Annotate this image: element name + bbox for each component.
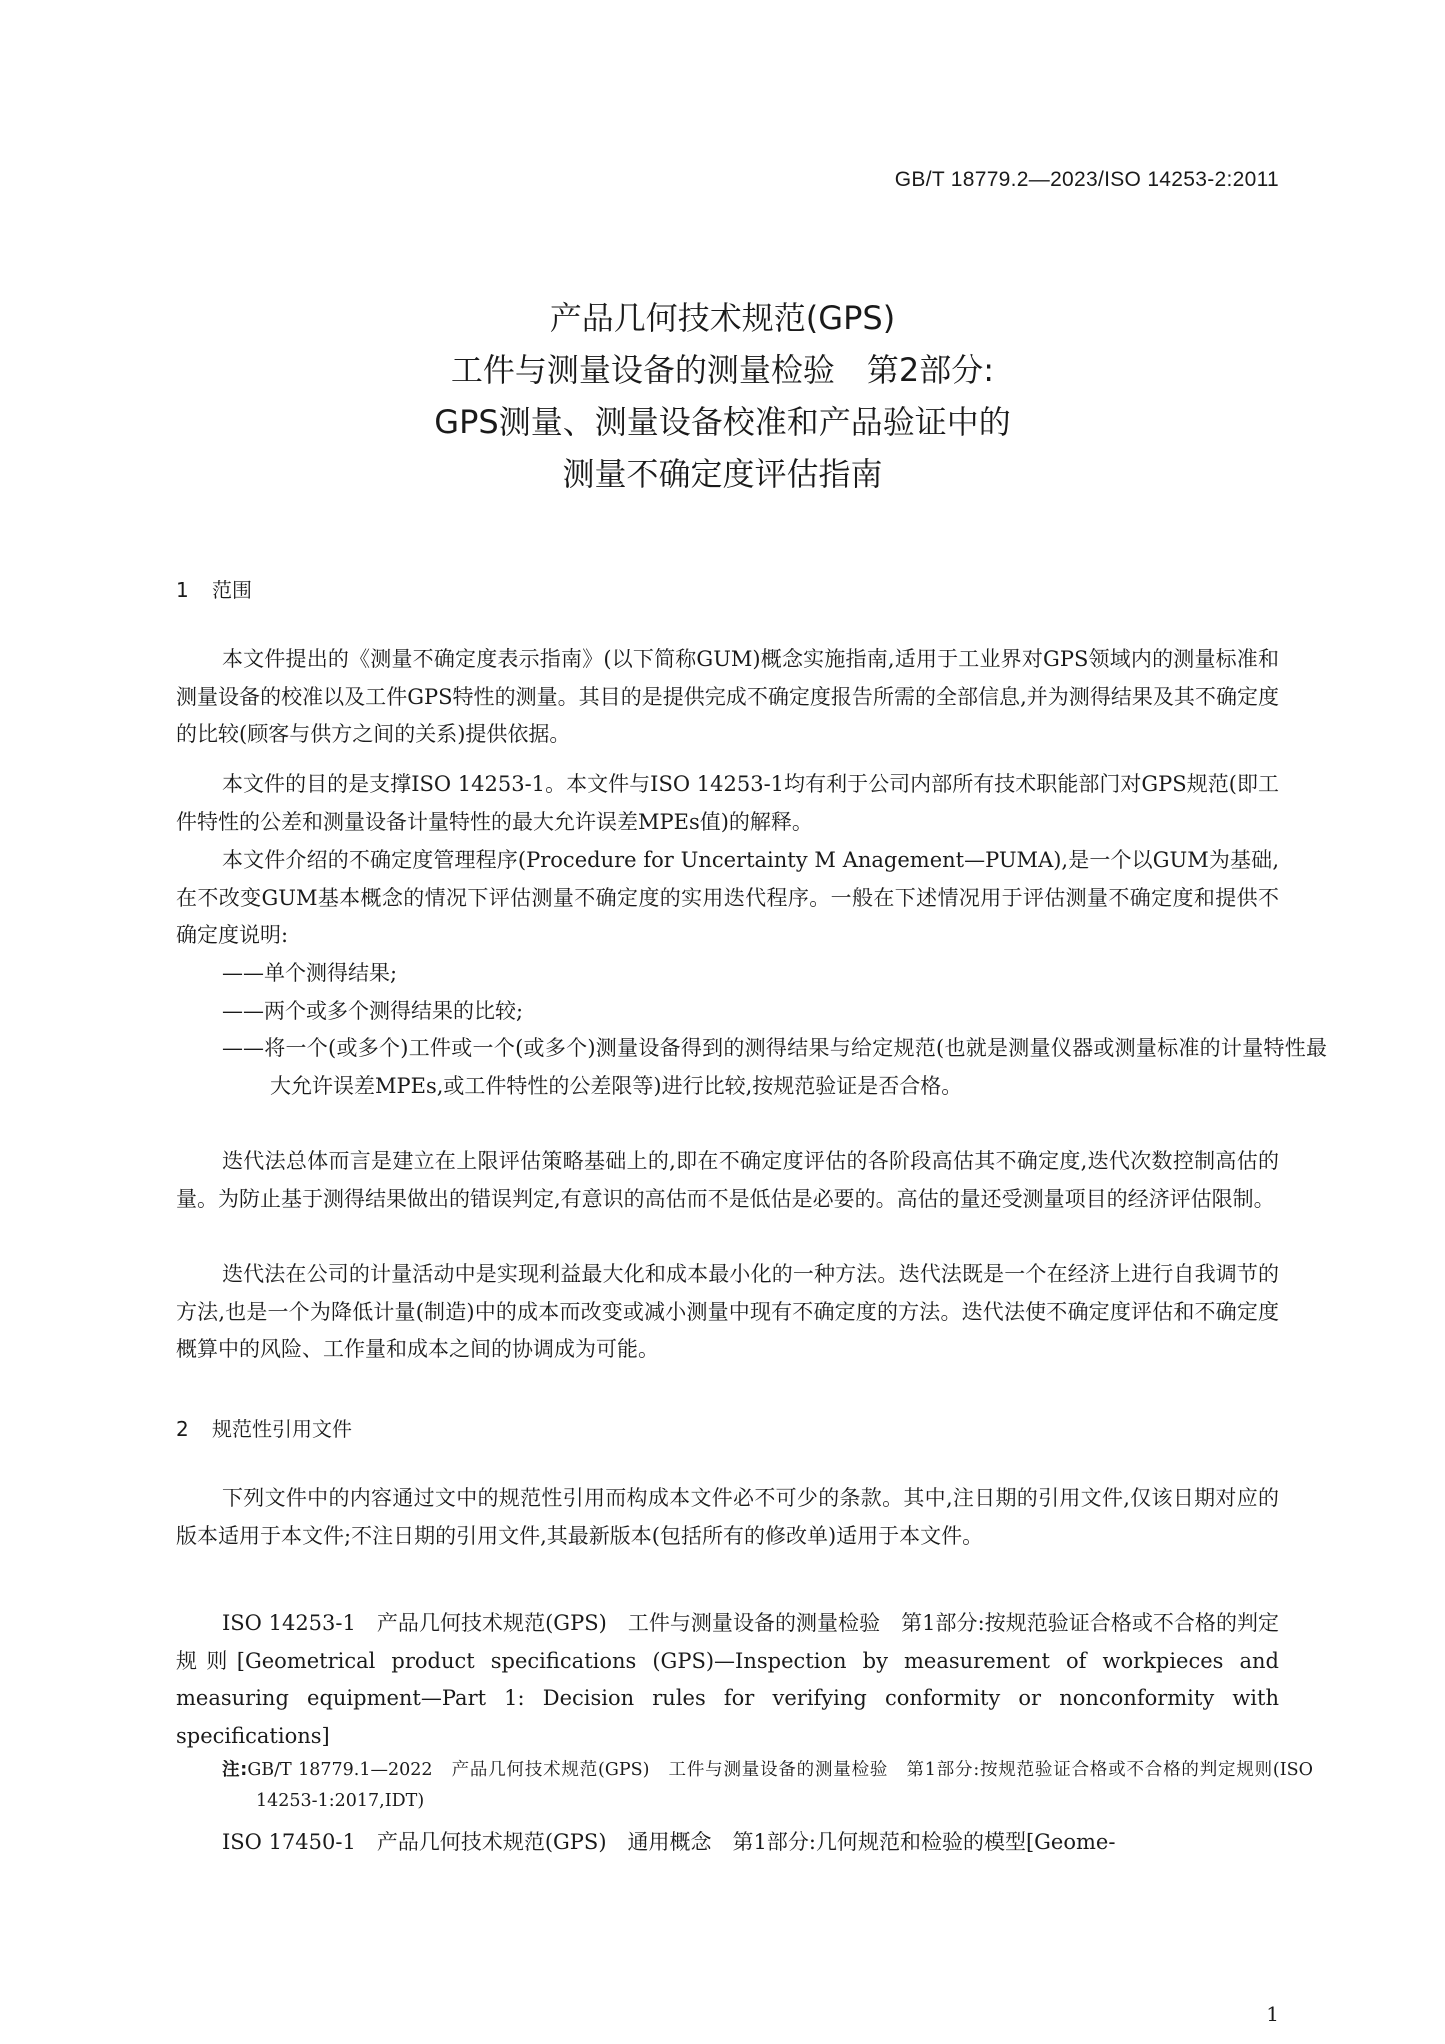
section-1-heading (176, 574, 252, 603)
paragraph: 本文件的目的是支撑ISO 14253-1。本文件与ISO 14253-1均有利于公司内部所有技术职能部门对GPS规范(即工件特性的公差和测量设备计量特性的最大允许误差MPEs值)的解释。 (176, 772, 1279, 834)
title-line-1: 产品几何技术规范(GPS) (549, 299, 896, 337)
section-title: 范围 (212, 578, 252, 602)
normative-reference: ISO 14253-1 产品几何技术规范(GPS) 工件与测量设备的测量检验 第1部分:按规范验证合格或不合格的判定规则[Geometrical product specifications (GPS)—Inspection by measurement of workpieces and measuring equipment—Part 1: Decision rules for verifying conformity or nonconformity with specifications] (176, 1611, 1279, 1748)
paragraph: 下列文件中的内容通过文中的规范性引用而构成本文件必不可少的条款。其中,注日期的引用文件,仅该日期对应的版本适用于本文件;不注日期的引用文件,其最新版本(包括所有的修改单)适用于本文件。 (176, 1486, 1279, 1548)
title-line-3: GPS测量、测量设备校准和产品验证中的 (434, 403, 1011, 441)
title-line-2: 工件与测量设备的测量检验 第2部分: (450, 351, 995, 389)
paragraph: 迭代法总体而言是建立在上限评估策略基础上的,即在不确定度评估的各阶段高估其不确定度,迭代次数控制高估的量。为防止基于测得结果做出的错误判定,有意识的高估而不是低估是必要的。高估的量还受测量项目的经济评估限制。 (176, 1149, 1279, 1211)
title-line-4: 测量不确定度评估指南 (562, 455, 883, 493)
note (222, 1755, 1313, 1817)
section-number: 2 (176, 1417, 189, 1441)
note-label: 注: (222, 1760, 248, 1780)
list-item: ——两个或多个测得结果的比较; (222, 999, 524, 1023)
section-title: 规范性引用文件 (212, 1417, 352, 1441)
paragraph: 本文件介绍的不确定度管理程序(Procedure for Uncertainty M Anagement—PUMA),是一个以GUM为基础,在不改变GUM基本概念的情况下评估测量不确定度的实用迭代程序。一般在下述情况用于评估测量不确定度和提供不确定度说明: (176, 848, 1279, 947)
paragraph: 本文件提出的《测量不确定度表示指南》(以下简称GUM)概念实施指南,适用于工业界对GPS领域内的测量标准和测量设备的校准以及工件GPS特性的测量。其目的是提供完成不确定度报告所需的全部信息,并为测得结果及其不确定度的比较(顾客与供方之间的关系)提供依据。 (176, 647, 1279, 746)
section-number: 1 (176, 578, 189, 602)
section-2-heading (176, 1413, 352, 1442)
paragraph: 迭代法在公司的计量活动中是实现利益最大化和成本最小化的一种方法。迭代法既是一个在经济上进行自我调节的方法,也是一个为降低计量(制造)中的成本而改变或减小测量中现有不确定度的方法。迭代法使不确定度评估和不确定度概算中的风险、工作量和成本之间的协调成为可能。 (176, 1262, 1279, 1361)
list-item: ——单个测得结果; (222, 961, 398, 985)
page-number: 1 (1266, 2002, 1279, 2026)
document-title (0, 292, 1445, 500)
normative-reference: ISO 17450-1 产品几何技术规范(GPS) 通用概念 第1部分:几何规范和检验的模型[Geome- (222, 1830, 1116, 1854)
standard-code: GB/T 18779.2—2023/ISO 14253-2:2011 (894, 168, 1279, 191)
note-text: GB/T 18779.1—2022 产品几何技术规范(GPS) 工件与测量设备的测量检验 第1部分:按规范验证合格或不合格的判定规则(ISO 14253-1:2017,IDT) (247, 1760, 1314, 1811)
list-item: ——将一个(或多个)工件或一个(或多个)测量设备得到的测得结果与给定规范(也就是测量仪器或测量标准的计量特性最大允许误差MPEs,或工件特性的公差限等)进行比较,按规范验证是否合格。 (222, 1036, 1327, 1098)
